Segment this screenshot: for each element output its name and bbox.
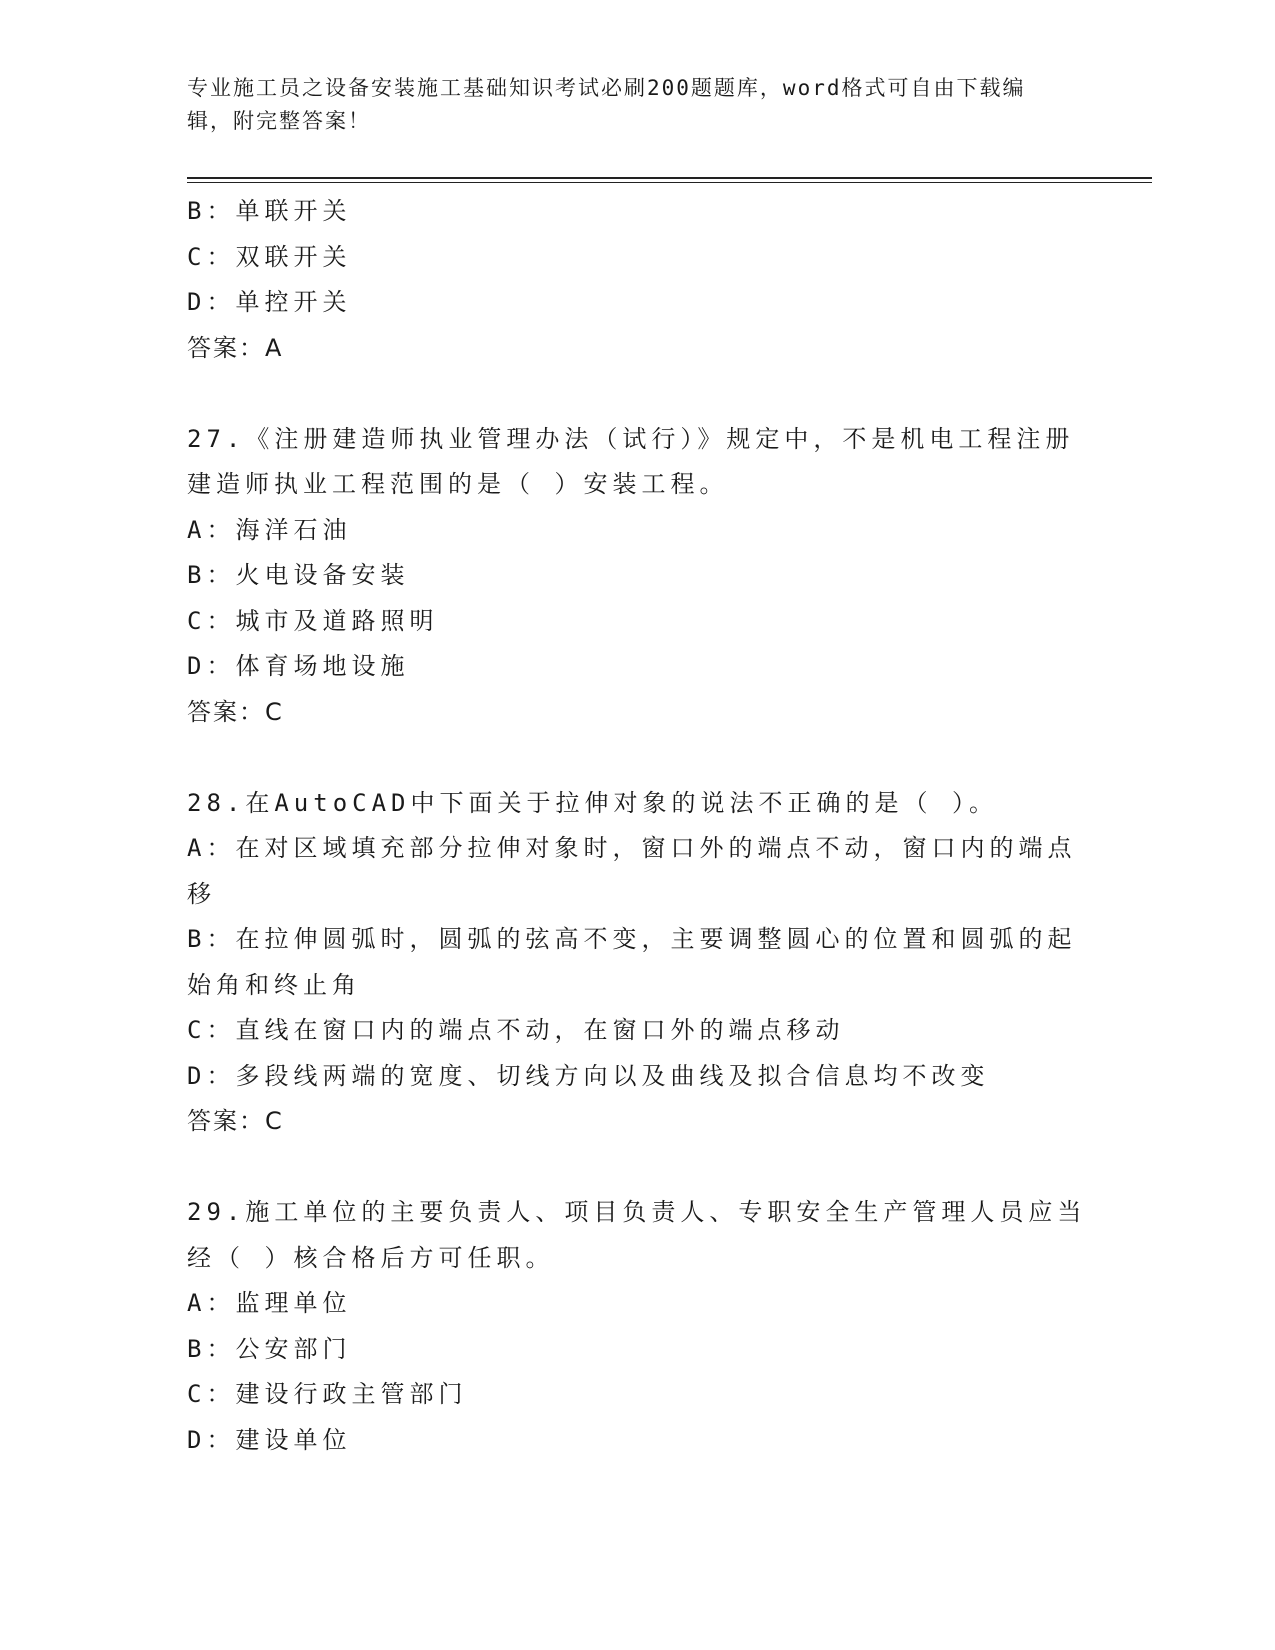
option-a: A：在对区域填充部分拉伸对象时，窗口外的端点不动，窗口内的端点移: [187, 834, 1077, 908]
option-d: D：多段线两端的宽度、切线方向以及曲线及拟合信息均不改变: [187, 1061, 990, 1090]
option-a: A：监理单位: [187, 1289, 352, 1317]
answer-line: 答案：C: [187, 697, 284, 726]
question-content: [187, 189, 1087, 1463]
answer-line: 答案：C: [187, 1107, 284, 1135]
question-stem: 28.在AutoCAD中下面关于拉伸对象的说法不正确的是（ ）。: [187, 788, 998, 817]
question-stem: 27.《注册建造师执业管理办法（试行）》规定中，不是机电工程注册建造师执业工程范围的是（ ）安装工程。: [187, 424, 1075, 498]
option-b: B：在拉伸圆弧时，圆弧的弦高不变，主要调整圆心的位置和圆弧的起始角和终止角: [187, 925, 1077, 999]
header-rule-thick: [187, 177, 1152, 179]
option-b: B：火电设备安装: [187, 561, 410, 589]
question-stem: 29.施工单位的主要负责人、项目负责人、专职安全生产管理人员应当经（ ）核合格后方可任职。: [187, 1198, 1087, 1272]
answer-line: 答案：A: [187, 333, 284, 362]
option-b: B：公安部门: [187, 1334, 352, 1363]
partial-question: [187, 189, 1087, 371]
option-c: C：建设行政主管部门: [187, 1380, 468, 1408]
question-27: [187, 417, 1087, 736]
option-d: D：单控开关: [187, 288, 352, 316]
question-28: [187, 781, 1087, 1145]
question-29: [187, 1190, 1087, 1463]
option-c: C：直线在窗口内的端点不动，在窗口外的端点移动: [187, 1016, 845, 1044]
header-title: 专业施工员之设备安装施工基础知识考试必刷200题题库，word格式可自由下载编辑，附完整答案！: [187, 76, 1026, 133]
option-d: D：体育场地设施: [187, 652, 410, 680]
option-a: A：海洋石油: [187, 515, 352, 544]
option-d: D：建设单位: [187, 1425, 352, 1454]
document-header: [187, 72, 1067, 138]
header-rule-thin: [187, 182, 1152, 183]
option-c: C：城市及道路照明: [187, 606, 439, 635]
option-c: C：双联开关: [187, 242, 352, 271]
option-b: B：单联开关: [187, 197, 352, 225]
